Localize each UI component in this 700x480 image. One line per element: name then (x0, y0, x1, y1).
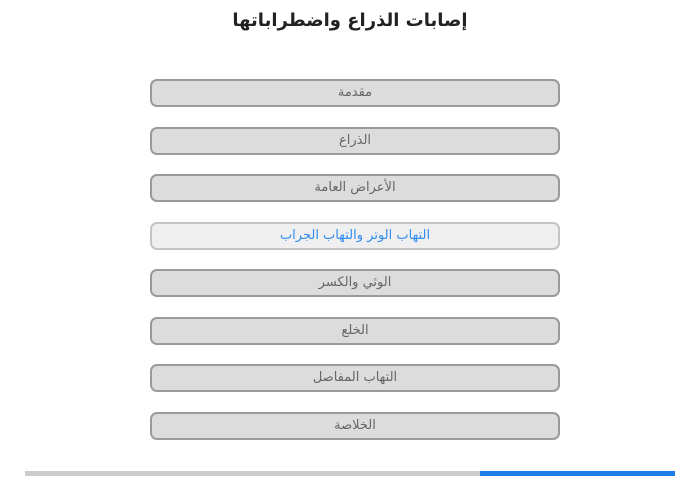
menu-item-summary[interactable]: الخلاصة (150, 412, 560, 440)
menu-item-introduction[interactable]: مقدمة (150, 79, 560, 107)
menu-item-arthritis[interactable]: التهاب المفاصل (150, 364, 560, 392)
chapter-menu (150, 79, 560, 459)
menu-item-arm[interactable]: الذراع (150, 127, 560, 155)
menu-item-dislocation[interactable]: الخلع (150, 317, 560, 345)
progress-bar (25, 471, 675, 476)
menu-item-sprains-fractures[interactable]: الوثي والكسر (150, 269, 560, 297)
progress-bar-fill (480, 471, 675, 476)
page-title: إصابات الذراع واضطراباتها (232, 10, 468, 31)
menu-item-tendinitis-bursitis[interactable]: التهاب الوتر والتهاب الجراب (150, 222, 560, 250)
menu-item-general-symptoms[interactable]: الأعراض العامة (150, 174, 560, 202)
